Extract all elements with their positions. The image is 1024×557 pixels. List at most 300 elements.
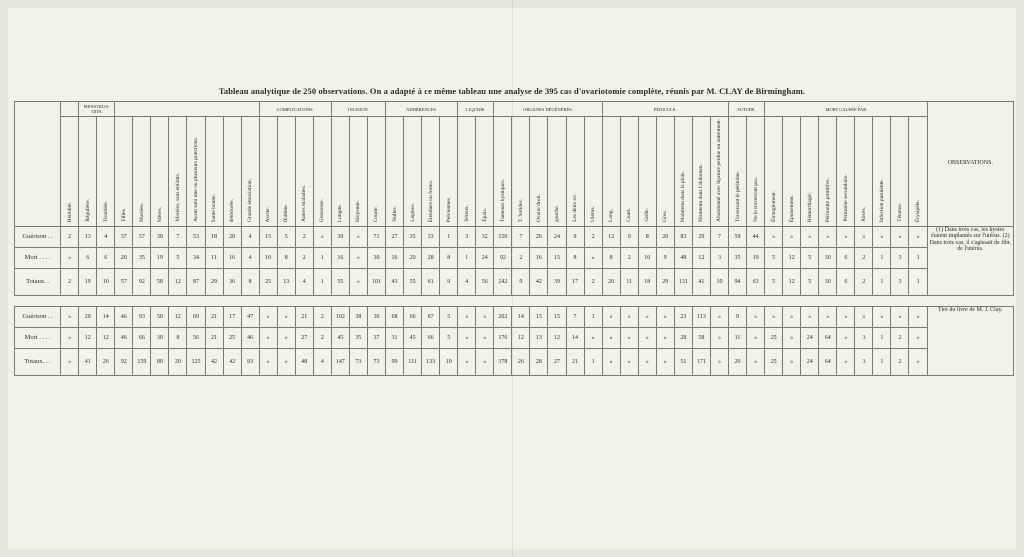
column-header-label: Santé bonne. — [211, 193, 218, 222]
table-cell: 39 — [151, 226, 169, 247]
column-header-label: Mariées. — [138, 202, 145, 222]
column-header — [277, 117, 295, 227]
table-cell: 24 — [801, 327, 819, 348]
table-cell: 35 — [133, 247, 151, 268]
table-cell: 8 — [638, 226, 656, 247]
table-cell: 176 — [494, 327, 512, 348]
table-cell: » — [638, 348, 656, 375]
table-cell: 28 — [674, 327, 692, 348]
column-header — [837, 117, 855, 227]
table-cell: 92 — [115, 348, 133, 375]
table-cell: 2 — [313, 327, 331, 348]
table-cell: » — [602, 327, 620, 348]
column-header-label: Légères. — [409, 203, 416, 222]
group-mort: MORT CAUSÉE PAR — [765, 102, 928, 117]
table-cell: 92 — [494, 247, 512, 268]
table-cell: 1 — [909, 247, 927, 268]
table-cell: 36 — [367, 306, 385, 327]
table-cell: » — [277, 306, 295, 327]
table-cell: 202 — [494, 306, 512, 327]
table-cell: 20 — [656, 226, 674, 247]
table-cell: » — [620, 348, 638, 375]
table-cell: 2 — [313, 306, 331, 327]
table-cell: » — [765, 226, 783, 247]
table-cell: 27 — [386, 226, 404, 247]
table-cell: 5 — [169, 247, 187, 268]
table-cell: » — [277, 327, 295, 348]
table-cell: 92 — [133, 268, 151, 295]
column-header-label: Péritonite primitive. — [824, 177, 831, 222]
column-header — [331, 117, 349, 227]
table-cell: 17 — [223, 306, 241, 327]
table-cell: 7 — [710, 226, 728, 247]
column-header-label: détériorée. — [229, 198, 236, 222]
table-cell: 26 — [512, 348, 530, 375]
column-header — [422, 117, 440, 227]
table-cell: 73 — [349, 348, 367, 375]
table-cell: 14 — [97, 306, 115, 327]
table-cell: 48 — [674, 247, 692, 268]
table-row — [15, 226, 1014, 247]
table-cell: 6 — [97, 247, 115, 268]
table-cell: 20 — [404, 247, 422, 268]
table-cell: 5 — [440, 306, 458, 327]
table-cell: » — [837, 348, 855, 375]
column-header — [115, 117, 133, 227]
table-cell: » — [783, 226, 801, 247]
table-cell: 10 — [440, 348, 458, 375]
column-header-label: gauche. — [553, 204, 560, 222]
table-cell: » — [783, 348, 801, 375]
column-header — [710, 117, 728, 227]
column-header-label: Traversant le péritoine. — [734, 170, 741, 222]
column-header-label: Hémorrhagie. — [806, 191, 813, 222]
column-header-label: Utérus. — [590, 205, 597, 222]
table-cell: 7 — [566, 306, 584, 327]
table-cell: 19 — [747, 247, 765, 268]
table-cell: 15 — [530, 306, 548, 327]
table-cell: » — [620, 327, 638, 348]
table-cell: 16 — [386, 247, 404, 268]
table-row — [15, 268, 1014, 295]
table-cell: 17 — [566, 268, 584, 295]
table-cell: 42 — [205, 348, 223, 375]
column-header-label: Régulière. — [84, 199, 91, 222]
table-cell: 27 — [548, 348, 566, 375]
column-header-label: Infection purulente. — [878, 178, 885, 222]
table-cell: » — [801, 226, 819, 247]
column-header — [295, 117, 313, 227]
table-cell: 6 — [79, 247, 97, 268]
column-header-label: Gros. — [662, 209, 669, 222]
table-cell: 2 — [61, 226, 79, 247]
table-cell: 28 — [422, 247, 440, 268]
table-cell: 21 — [566, 348, 584, 375]
table-cell: 10 — [710, 268, 728, 295]
table-cell: » — [259, 348, 277, 375]
table-cell: » — [349, 247, 367, 268]
table-cell: » — [61, 327, 79, 348]
table-cell: » — [61, 306, 79, 327]
table-cell: 4 — [97, 226, 115, 247]
table-cell: 4 — [313, 348, 331, 375]
column-header — [747, 117, 765, 227]
table-cell: 131 — [674, 268, 692, 295]
table-cell: » — [602, 348, 620, 375]
table-cell: 1 — [440, 226, 458, 247]
table-cell: » — [891, 226, 909, 247]
group-adherences: ADHÉRENCES. — [386, 102, 458, 117]
table-cell: » — [476, 306, 494, 327]
group-complications: COMPLICATIONS. — [259, 102, 331, 117]
table-cell: 46 — [241, 327, 259, 348]
table-cell: » — [783, 327, 801, 348]
table-cell: 25 — [765, 327, 783, 348]
table-cell: 14 — [512, 306, 530, 327]
table-cell: 30 — [151, 327, 169, 348]
column-header-label: Ne le traversant pas. — [752, 177, 759, 222]
column-header-label: Moyenne. — [355, 199, 362, 222]
column-header-label: Autres maladies. — [301, 184, 308, 222]
table-cell: 29 — [692, 226, 710, 247]
table-cell: 24 — [476, 247, 494, 268]
table-cell: 12 — [169, 306, 187, 327]
table-cell: » — [638, 306, 656, 327]
table-cell: » — [476, 327, 494, 348]
column-header-label: Court. — [626, 208, 633, 222]
table-cell: 42 — [223, 348, 241, 375]
table-cell: 12 — [783, 247, 801, 268]
column-header-label: Péritonite secondaire. — [842, 174, 849, 222]
table-cell: 64 — [819, 348, 837, 375]
table-cell: 2 — [295, 247, 313, 268]
table-cell: 1 — [909, 268, 927, 295]
column-header-label: Mères. — [156, 206, 163, 222]
table-cell: 11 — [620, 268, 638, 295]
column-header — [783, 117, 801, 227]
column-header-label: Abcès. — [860, 206, 867, 222]
table-cell: 242 — [494, 268, 512, 295]
table-cell: 19 — [151, 247, 169, 268]
table-cell: 5 — [440, 327, 458, 348]
table-cell: 55 — [404, 268, 422, 295]
table-cell: 68 — [386, 306, 404, 327]
table-cell: 5 — [765, 247, 783, 268]
column-header-label: Maintenu dans l'abdomen. — [698, 163, 705, 222]
table-cell: 5 — [277, 226, 295, 247]
column-header-label: Troublée. — [102, 200, 109, 222]
table-cell: 45 — [404, 327, 422, 348]
table-cell: 43 — [386, 268, 404, 295]
table-cell: » — [801, 306, 819, 327]
observation-note: Tiré du livre de M. J. Clay. — [927, 306, 1013, 375]
table-cell: 28 — [530, 348, 548, 375]
row-label-header — [15, 102, 61, 227]
table-cell: » — [259, 306, 277, 327]
row-label: Guérison . . — [15, 306, 61, 327]
group-suture: SUTURE. — [729, 102, 765, 117]
table-cell: 3 — [710, 247, 728, 268]
table-cell: 47 — [241, 306, 259, 327]
column-header — [151, 117, 169, 227]
table-cell: 18 — [205, 226, 223, 247]
table-cell: 9 — [512, 268, 530, 295]
table-cell: 56 — [187, 327, 205, 348]
group-organes: ORGANES DÉGÉNÉRÉS. — [494, 102, 602, 117]
table-cell: » — [61, 247, 79, 268]
table-cell: 102 — [331, 306, 349, 327]
table-cell: 67 — [422, 306, 440, 327]
column-header — [855, 117, 873, 227]
column-header-label: Épais. — [481, 208, 488, 222]
table-cell: 30 — [367, 247, 385, 268]
table-cell: » — [783, 306, 801, 327]
table-cell: 10 — [97, 268, 115, 295]
table-cell: 26 — [97, 348, 115, 375]
table-cell: 41 — [692, 268, 710, 295]
row-label: Totaux. . . — [15, 348, 61, 375]
table-cell: 83 — [674, 226, 692, 247]
group-pedicule: PÉDICULE. — [602, 102, 728, 117]
column-header — [61, 117, 79, 227]
table-cell: 2 — [295, 226, 313, 247]
column-header — [476, 117, 494, 227]
table-cell: 8 — [440, 247, 458, 268]
column-header — [512, 117, 530, 227]
table-cell: 20 — [115, 247, 133, 268]
table-cell: 27 — [295, 327, 313, 348]
table-cell: 12 — [169, 268, 187, 295]
table-cell: » — [873, 306, 891, 327]
table-cell: 12 — [97, 327, 115, 348]
table-cell: » — [259, 327, 277, 348]
table-cell: » — [747, 348, 765, 375]
table-cell: 18 — [638, 268, 656, 295]
column-header — [891, 117, 909, 227]
column-header-label: Nulles. — [391, 206, 398, 222]
table-cell: 73 — [367, 348, 385, 375]
column-header-label: Pelviennes. — [445, 196, 452, 222]
table-cell: » — [873, 226, 891, 247]
table-cell: 9 — [729, 306, 747, 327]
table-cell: 2 — [584, 226, 602, 247]
table-cell: » — [602, 306, 620, 327]
table-cell: » — [837, 306, 855, 327]
table-cell: 19 — [79, 268, 97, 295]
row-label: Guérison . . — [15, 226, 61, 247]
table-cell: 66 — [404, 306, 422, 327]
row-label: Mort . . . . — [15, 247, 61, 268]
table-cell: 56 — [476, 268, 494, 295]
table-row — [15, 327, 1014, 348]
table-cell: 6 — [837, 247, 855, 268]
table-cell: » — [909, 226, 927, 247]
table-cell: » — [458, 306, 476, 327]
table-cell: 33 — [422, 226, 440, 247]
table-cell: 8 — [277, 247, 295, 268]
table-cell: 31 — [386, 327, 404, 348]
table-cell: 15 — [259, 226, 277, 247]
table-cell: 35 — [729, 247, 747, 268]
column-header-label: T. Solides. — [517, 198, 524, 222]
table-cell: » — [891, 306, 909, 327]
column-header-label: Grêle. — [644, 208, 651, 222]
table-cell: » — [349, 268, 367, 295]
table-cell: 3 — [855, 327, 873, 348]
group-liquide: LIQUIDE. — [458, 102, 494, 117]
table-cell: » — [819, 306, 837, 327]
table-cell: 5 — [801, 268, 819, 295]
column-header — [386, 117, 404, 227]
table-cell: 11 — [205, 247, 223, 268]
column-header-label: Long. — [608, 208, 615, 222]
table-cell: 133 — [422, 348, 440, 375]
table-cell: 34 — [187, 247, 205, 268]
table-cell: 21 — [295, 306, 313, 327]
table-cell: 1 — [313, 268, 331, 295]
table-cell: » — [458, 327, 476, 348]
table-cell: 12 — [548, 327, 566, 348]
table-cell: 1 — [873, 247, 891, 268]
column-header — [367, 117, 385, 227]
table-cell: 4 — [458, 268, 476, 295]
table-cell: 2 — [512, 247, 530, 268]
column-header-label: Maintenu dans la plaie. — [680, 170, 687, 222]
table-cell: 1 — [873, 327, 891, 348]
table-title: Tableau analytique de 250 observations. On a adapté à ce même tableau une analyse de 395 cas d'ovariotomie complète, réunis par M. CLAY de Birmingham. — [218, 86, 806, 96]
table-cell: 69 — [187, 306, 205, 327]
column-header — [602, 117, 620, 227]
table-cell: 66 — [422, 327, 440, 348]
table-cell: » — [765, 306, 783, 327]
table-cell: 1 — [313, 247, 331, 268]
group-incision: INCISION. — [331, 102, 385, 117]
table-cell: 1 — [873, 348, 891, 375]
table-cell: 25 — [765, 348, 783, 375]
table-cell: » — [909, 327, 927, 348]
table-cell: 8 — [602, 247, 620, 268]
table-cell: » — [638, 327, 656, 348]
table-cell: 13 — [277, 268, 295, 295]
table-cell: 29 — [205, 268, 223, 295]
column-header-label: Séreux. — [463, 205, 470, 222]
table-row — [15, 348, 1014, 375]
column-header — [620, 117, 638, 227]
table-cell: 20 — [169, 348, 187, 375]
column-header — [205, 117, 223, 227]
column-header — [530, 117, 548, 227]
table-cell: 29 — [656, 268, 674, 295]
column-header — [79, 117, 97, 227]
table-cell: 46 — [115, 306, 133, 327]
table-cell: 61 — [422, 268, 440, 295]
table-cell: 37 — [115, 226, 133, 247]
table-cell: 20 — [602, 268, 620, 295]
column-header-row — [15, 117, 1014, 227]
table-cell: 7 — [169, 226, 187, 247]
table-cell: 58 — [692, 327, 710, 348]
table-cell: 94 — [729, 268, 747, 295]
table-cell: 30 — [819, 247, 837, 268]
table-cell: 10 — [638, 247, 656, 268]
table-cell: 35 — [349, 327, 367, 348]
column-header — [169, 117, 187, 227]
table-cell: 20 — [223, 226, 241, 247]
table-cell: 2 — [620, 247, 638, 268]
table-cell: 57 — [133, 226, 151, 247]
column-header-label: Grande émaciation. — [247, 178, 254, 222]
table-cell: 4 — [295, 268, 313, 295]
table-cell: 16 — [223, 247, 241, 268]
group-header-row — [15, 102, 1014, 117]
table-cell: 87 — [187, 268, 205, 295]
table-cell: 57 — [115, 268, 133, 295]
table-cell: 2 — [891, 348, 909, 375]
table-cell: 1 — [584, 306, 602, 327]
table-cell: 4 — [241, 247, 259, 268]
table-cell: 37 — [367, 327, 385, 348]
column-header — [674, 117, 692, 227]
table-cell: » — [584, 327, 602, 348]
table-cell: 3 — [891, 268, 909, 295]
table-cell: 12 — [79, 327, 97, 348]
column-header — [440, 117, 458, 227]
table-cell: 3 — [891, 247, 909, 268]
table-cell: » — [710, 306, 728, 327]
observation-note: (1) Dans trois cas, les kystes étaient implantés sur l'utérus. (2) Dans trois cas, il s'agissait de fibr. de l'utérus. — [927, 226, 1013, 295]
column-header — [801, 117, 819, 227]
table-cell: » — [747, 306, 765, 327]
table-cell: 99 — [386, 348, 404, 375]
table-cell: 38 — [349, 306, 367, 327]
table-cell: » — [837, 226, 855, 247]
table-cell: 24 — [801, 348, 819, 375]
table-cell: 113 — [692, 306, 710, 327]
column-header-label: Les deux ov. — [572, 194, 579, 222]
table-cell: » — [656, 327, 674, 348]
table-cell: 66 — [133, 327, 151, 348]
table-cell: 2 — [584, 268, 602, 295]
column-header-label: Étendues ou fortes. — [427, 179, 434, 222]
table-cell: 12 — [692, 247, 710, 268]
table-cell: 41 — [79, 348, 97, 375]
table-cell: 150 — [494, 226, 512, 247]
column-header — [765, 117, 783, 227]
table-cell: 21 — [205, 327, 223, 348]
column-header-label: Mariées, sans enfants. — [174, 173, 181, 222]
row-label: Totaux. . — [15, 268, 61, 295]
table-cell: 9 — [656, 247, 674, 268]
table-cell: » — [855, 226, 873, 247]
table-cell: 35 — [404, 226, 422, 247]
table-cell: 64 — [819, 327, 837, 348]
column-header — [584, 117, 602, 227]
observations-header: OBSERVATIONS. — [927, 102, 1013, 227]
column-header — [458, 117, 476, 227]
table-cell: » — [710, 348, 728, 375]
table-cell: » — [710, 327, 728, 348]
table-cell: 3 — [458, 226, 476, 247]
column-header — [729, 117, 747, 227]
table-cell: 15 — [548, 306, 566, 327]
table-cell: 16 — [530, 247, 548, 268]
column-header-label: Courte. — [373, 205, 380, 222]
column-header — [909, 117, 927, 227]
table-cell: 26 — [530, 226, 548, 247]
table-cell: » — [819, 226, 837, 247]
column-header-label: Ovaire droit. — [535, 193, 542, 222]
column-header-label: Épuisement. — [788, 194, 795, 222]
